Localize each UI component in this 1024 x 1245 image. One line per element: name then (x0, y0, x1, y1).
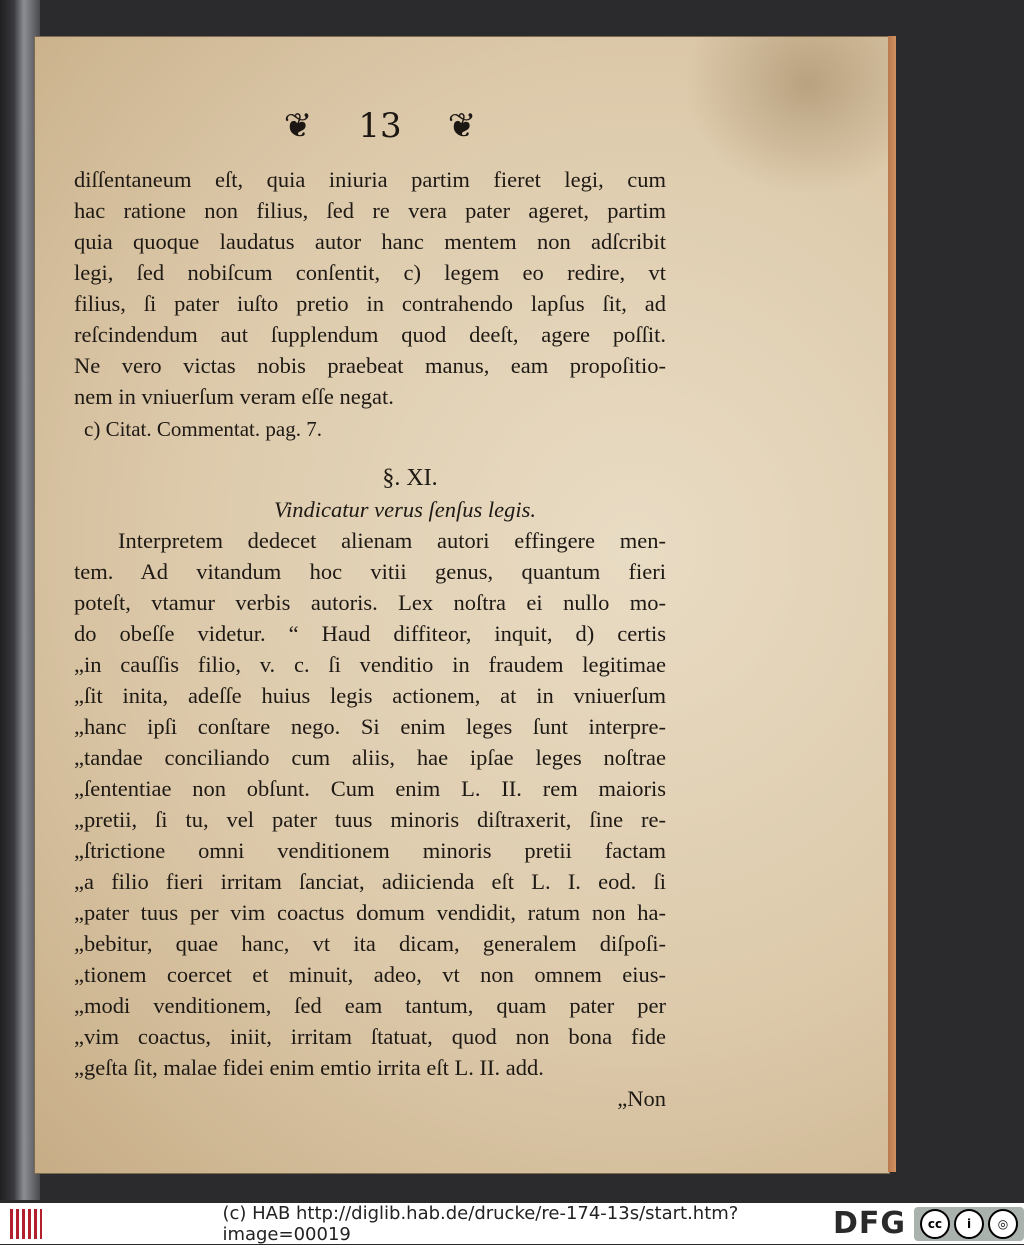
text-line: diſſentaneum eſt, quia iniuria partim fieret legi, cum (74, 167, 666, 192)
text-line: Ne vero victas nobis praebeat manus, eam propoſitio- (74, 353, 666, 378)
footnote-c: c) Citat. Commentat. pag. 7. (84, 417, 322, 441)
text-line: „tionem coercet et minuit, adeo, vt non omnem eius- (74, 962, 666, 987)
attribution-link[interactable]: (c) HAB http://diglib.hab.de/drucke/re-174-13s/start.htm?image=00019 (222, 1202, 739, 1245)
text-line: „modi venditionem, ſed eam tantum, quam pater per (74, 993, 666, 1018)
text-line: „tandae conciliando cum aliis, hae ipſae leges noſtrae (74, 745, 666, 770)
by-icon: i (954, 1209, 984, 1239)
text-line: „bebitur, quae hanc, vt ita dicam, generalem diſpoſi- (74, 931, 666, 956)
dfg-logo: DFG (832, 1206, 906, 1241)
text-line: Interpretem dedecet alienam autori effingere men- (118, 528, 666, 553)
text-line: „geſta ſit, malae fidei enim emtio irrita eſt L. II. add. (74, 1055, 544, 1080)
section-subtitle: Vindicatur verus ſenſus legis. (273, 497, 537, 522)
catchword: „Non (617, 1086, 666, 1111)
text-line: hac ratione non filius, ſed re vera pater ageret, partim (74, 198, 666, 223)
text-line: filius, ſi pater iuſto pretio in contrahendo lapſus ſit, ad (74, 291, 666, 316)
top-paragraph (74, 164, 666, 412)
page-number: 13 (358, 106, 402, 146)
text-line: quia quoque laudatus autor hanc mentem non adſcribit (74, 229, 666, 254)
text-line: nem in vniuerſum veram eſſe negat. (74, 384, 394, 409)
text-line: „hanc ipſi conſtare nego. Si enim leges ſunt interpre- (74, 714, 666, 739)
text-line: „a filio fieri irritam ſanciat, adiicienda eſt L. I. eod. ſi (74, 869, 666, 894)
text-line: „ſit inita, adeſſe huius legis actionem, at in vniuerſum (74, 683, 666, 708)
section-paragraph (74, 525, 666, 1083)
section-heading: §. XI. (382, 465, 438, 491)
text-line: poteſt, vtamur verbis autoris. Lex noſtra ei nullo mo- (74, 590, 666, 615)
text-line: „in cauſſis filio, v. c. ſi venditio in fraudem legitimae (74, 652, 666, 677)
text-line: tem. Ad vitandum hoc vitii genus, quantum fieri (74, 559, 666, 584)
cc-icon: cc (920, 1209, 950, 1239)
text-line: „pater tuus per vim coactus domum vendidit, ratum non ha- (74, 900, 666, 925)
page-text (74, 164, 666, 1114)
text-line: legi, ſed nobiſcum conſentit, c) legem eo redire, vt (74, 260, 666, 285)
text-line: „ſententiae non obſunt. Cum enim L. II. rem maioris (74, 776, 666, 801)
text-line: „pretii, ſi tu, vel pater tuus minoris diſtraxerit, ſine re- (74, 807, 666, 832)
page-edge (888, 36, 896, 1172)
text-line: reſcindendum aut ſupplendum quod deeſt, agere poſſit. (74, 322, 666, 347)
attribution-bar (0, 1203, 1024, 1244)
text-line: do obeſſe videtur. “ Haud diffiteor, inquit, d) certis (74, 621, 666, 646)
page-stain (684, 36, 890, 196)
fleuron-right-icon: ❦ (447, 106, 477, 146)
hab-logo-icon (10, 1209, 42, 1239)
fleuron-left-icon: ❦ (283, 106, 313, 146)
sa-icon: ◎ (988, 1209, 1018, 1239)
cc-license[interactable] (914, 1207, 1024, 1241)
text-line: „vim coactus, iniit, irritam ſtatuat, quod non bona fide (74, 1024, 666, 1049)
page-header (280, 96, 480, 156)
text-line: „ſtrictione omni venditionem minoris pretii factam (74, 838, 666, 863)
